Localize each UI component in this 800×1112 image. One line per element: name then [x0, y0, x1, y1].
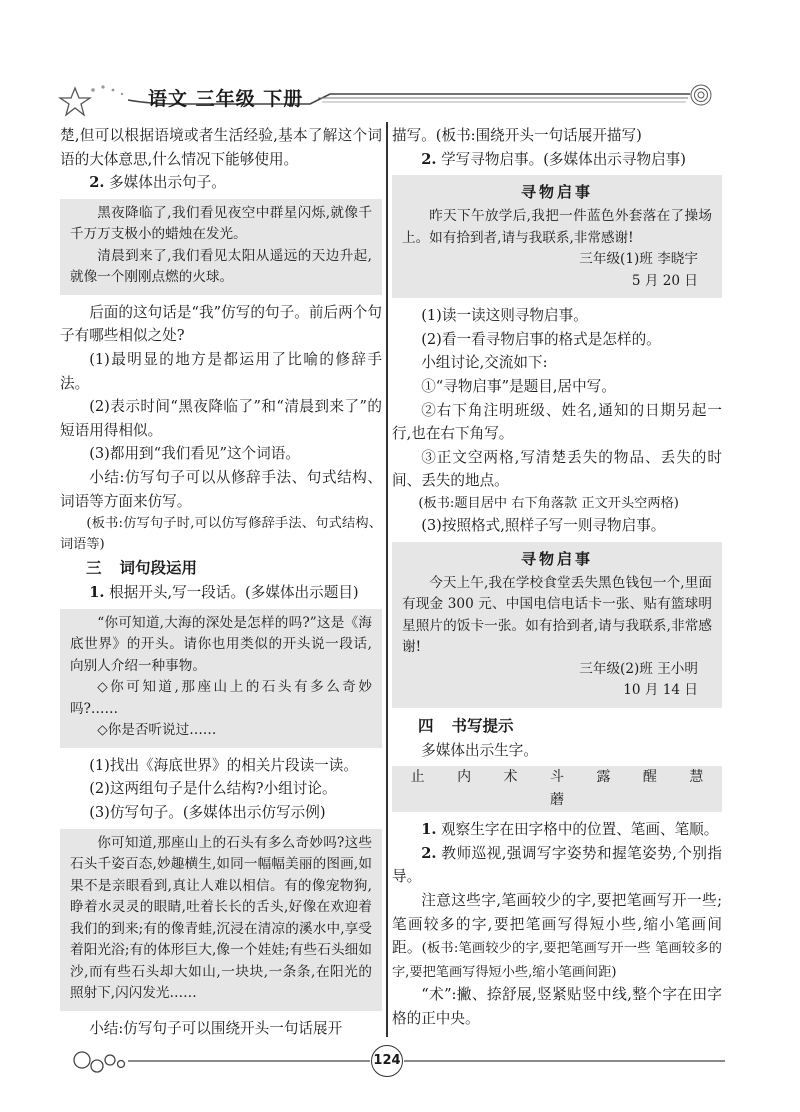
right-paragraph-15: “术”:撇、捺舒展,竖紧贴竖中线,整个字在田字格的正中央。 [392, 986, 722, 1027]
right-paragraph-3: (1)读一读这则寻物启事。 [421, 307, 588, 325]
left-paragraph-13: 小结:仿写句子可以围绕开头一句话展开 [89, 1019, 343, 1037]
section-number: 三 [86, 559, 102, 578]
item-text: 学写寻物启事。(多媒体出示寻物启事) [441, 150, 686, 168]
item-number: 1. [89, 584, 105, 602]
left-paragraph-6: (3)都用到“我们看见”这个词语。 [89, 445, 300, 463]
item-number: 2. [89, 174, 105, 192]
right-board-note-2: (板书:笔画较少的字,要把笔画写开一些 笔画较多的字,要把笔画写得短小些,缩小笔画间距) [392, 941, 722, 980]
example-box-opening [60, 609, 382, 748]
example-sentence-1: 黑夜降临了,我们看见夜空中群星闪烁,就像千千万万支极小的蜡烛在发光。 [70, 204, 372, 243]
footer-decoration [0, 1030, 800, 1112]
section-title: 书写提示 [451, 716, 514, 735]
right-paragraph-4: (2)看一看寻物启事的格式是怎样的。 [421, 330, 661, 348]
spiral-icon [691, 85, 711, 105]
lost-notice-body: 今天上午,我在学校食堂丢失黑色钱包一个,里面有现金 300 元、中国电信电话卡一张、贴有篮球明星照片的饭卡一张。如有拾到者,请与我联系,非常感谢! [402, 574, 712, 656]
right-paragraph-11: 多媒体出示生字。 [421, 741, 538, 759]
right-paragraph-1: 描写。(板书:围绕开头一句话展开描写) [392, 127, 642, 144]
header-title: 语文 三年级 下册 [148, 88, 304, 110]
page-number: 124 [371, 1045, 403, 1077]
right-paragraph-5: 小组讨论,交流如下: [421, 354, 548, 372]
item-text: 教师巡视,强调写字姿势和握笔姿势,个别指导。 [392, 844, 723, 886]
right-paragraph-7: ②右下角注明班级、姓名,通知的日期另起一行,也在右下角写。 [392, 401, 722, 443]
section-title: 词句段运用 [119, 559, 198, 578]
lost-notice-box-1 [392, 175, 722, 298]
lost-notice-title: 寻物启事 [520, 183, 593, 202]
new-characters-strip: 止 内 术 斗 露 醒 慧 蘑 [392, 766, 722, 812]
header-decoration [0, 0, 800, 125]
right-paragraph-8: ③正文空两格,写清楚丢失的物品、丢失的时间、丢失的地点。 [392, 448, 722, 490]
right-paragraph-14 [392, 889, 722, 983]
right-board-note-1: (板书:题目居中 右下角落款 正文开头空两格) [418, 495, 679, 511]
right-paragraph-6: ①“寻物启事”是题目,居中写。 [421, 377, 616, 395]
left-paragraph-11: (2)这两组句子是什么结构?小组讨论。 [89, 780, 337, 798]
item-text: 根据开头,写一段话。(多媒体出示题目) [109, 584, 359, 602]
right-column [392, 124, 722, 1030]
lost-notice-signature: 三年级(2)班 王小明 [579, 660, 698, 677]
left-paragraph-4: (1)最明显的地方是都运用了比喻的修辞手法。 [60, 350, 382, 392]
left-paragraph-5: (2)表示时间“黑夜降临了”和“清晨到来了”的短语用得相似。 [60, 398, 382, 439]
item-text: 观察生字在田字格中的位置、笔画、笔顺。 [441, 821, 719, 839]
left-paragraph-12: (3)仿写句子。(多媒体出示仿写示例) [89, 803, 326, 821]
bubbles-decoration [74, 1052, 125, 1072]
lost-notice-body: 昨天下午放学后,我把一件蓝色外套落在了操场上。如有拾到者,请与我联系,非常感谢! [402, 208, 712, 246]
lost-notice-box-2 [392, 542, 722, 708]
imitation-example-text: 你可知道,那座山上的石头有多么奇妙吗?这些石头千姿百态,妙趣横生,如同一幅幅美丽的图画,如果不是亲眼看到,真让人难以相信。有的像宠物狗,睁着水灵灵的眼睛,吐着长长的舌头,好像在欢迎着我们的到来;有的像青蛙,沉浸在清凉的溪水中,享受着阳光浴;有的体形巨大,像一个娃娃;有些石头细如沙,而有些石头却大如山,一块块,一条条,在阳光的照射下,闪闪发光…… [70, 834, 372, 1001]
left-paragraph-1: 楚,但可以根据语境或者生活经验,基本了解这个词语的大体意思,什么情况下能够使用。 [60, 127, 382, 168]
right-paragraph-10: (3)按照格式,照样子写一则寻物启事。 [421, 516, 666, 534]
left-paragraph-9 [60, 581, 382, 605]
example-opening-text: “你可知道,大海的深处是怎样的吗?”这是《海底世界》的开头。请你也用类似的开头说一段话,向别人介绍一种事物。 [70, 614, 372, 674]
item-number: 1. [421, 821, 437, 839]
left-paragraph-10: (1)找出《海底世界》的相关片段读一读。 [89, 756, 358, 774]
example-sentence-2: 清晨到来了,我们看见太阳从遥远的天边升起,就像一个刚刚点燃的火球。 [70, 247, 372, 286]
right-paragraph-12 [392, 818, 722, 842]
lost-notice-date: 5 月 20 日 [631, 272, 698, 289]
right-paragraph-2 [392, 148, 722, 172]
dots-decoration [91, 85, 123, 95]
left-paragraph-2 [60, 171, 382, 195]
star-icon [60, 88, 90, 115]
example-opening-option-1: ◇你可知道,那座山上的石头有多么奇妙吗?…… [70, 679, 372, 717]
left-paragraph-3: 后面的这句话是“我”仿写的句子。前后两个句子有哪些相似之处? [60, 303, 382, 345]
column-divider [386, 122, 388, 1037]
section-heading-3 [86, 556, 382, 580]
right-paragraph-13 [392, 842, 722, 889]
lost-notice-signature: 三年级(1)班 李晓宇 [579, 251, 698, 268]
section-heading-4 [418, 714, 722, 738]
example-box-imitation [60, 829, 382, 1011]
example-box-sentences [60, 199, 382, 295]
left-column [60, 124, 382, 1040]
section-number: 四 [418, 716, 434, 735]
item-number: 2. [421, 150, 437, 168]
lost-notice-title: 寻物启事 [520, 549, 593, 568]
lost-notice-date: 10 月 14 日 [623, 682, 698, 699]
item-text: 多媒体出示句子。 [109, 174, 226, 192]
left-board-note: (板书:仿写句子时,可以仿写修辞手法、句式结构、词语等) [60, 516, 382, 553]
item-number: 2. [421, 844, 437, 862]
left-paragraph-7: 小结:仿写句子可以从修辞手法、句式结构、词语等方面来仿写。 [60, 468, 382, 510]
writing-tip-text: 注意这些字,笔画较少的字,要把笔画写开一些;笔画较多的字,要把笔画写得短小些,缩小笔画间距。 [392, 891, 722, 957]
example-opening-option-2: ◇你是否听说过…… [97, 722, 217, 739]
